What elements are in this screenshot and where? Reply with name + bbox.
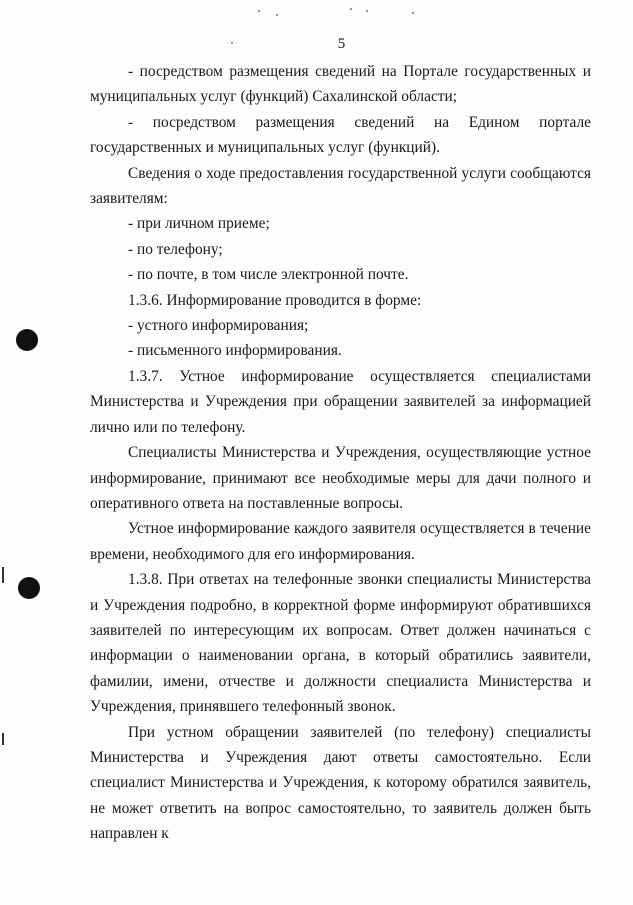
paragraph: 1.3.8. При ответах на телефонные звонки специалисты Министерства и Учреждения подробно, в корректной форме информируют обратившихся заявителей по интересующим их вопросам. Ответ должен начинаться с информации о наименовании органа, в который обратились заявители, фамилии, имени, отчестве и должности специалиста Министерства и Учреждения, принявшего телефонный звонок. bbox=[90, 571, 591, 716]
paragraph: - при личном приеме; bbox=[128, 215, 270, 233]
paragraph: 1.3.7. Устное информирование осуществляется специалистами Министерства и Учреждения при обращении заявителей за информацией лично или по телефону. bbox=[90, 367, 591, 436]
paragraph: Специалисты Министерства и Учреждения, осуществляющие устное информирование, принимают все необходимые меры для дачи полного и оперативного ответа на поставленные вопросы. bbox=[90, 444, 591, 512]
document-body bbox=[90, 59, 591, 847]
paragraph: 1.3.6. Информирование проводится в форме: bbox=[128, 291, 422, 309]
paragraph: Сведения о ходе предоставления государственной услуги сообщаются заявителям: bbox=[90, 164, 591, 208]
binder-hole-top bbox=[16, 329, 38, 351]
scan-edge-mark bbox=[2, 567, 4, 583]
paragraph: - по телефону; bbox=[128, 240, 223, 258]
paragraph: При устном обращении заявителей (по телефону) специалисты Министерства и Учреждения дают ответы самостоятельно. Если специалист Министерства и Учреждения, к которому обратился заявитель, не может ответить на вопрос самостоятельно, то заявитель должен быть направлен к bbox=[90, 723, 591, 843]
scan-speck bbox=[258, 10, 260, 12]
binder-hole-bottom bbox=[18, 577, 40, 599]
scan-speck bbox=[366, 10, 368, 12]
paragraph: - посредством размещения сведений на Портале государственных и муниципальных услуг (функций) Сахалинской области; bbox=[90, 63, 591, 106]
paragraph: - устного информирования; bbox=[128, 317, 309, 335]
page-number: 5 bbox=[337, 36, 346, 52]
paragraph: - по почте, в том числе электронной почте. bbox=[128, 266, 409, 284]
paragraph: - письменного информирования. bbox=[128, 342, 342, 360]
paragraph: Устное информирование каждого заявителя осуществляется в течение времени, необходимого для его информирования. bbox=[90, 520, 591, 563]
scan-edge-mark bbox=[2, 733, 4, 745]
scan-speck bbox=[276, 14, 278, 16]
scan-speck bbox=[412, 12, 414, 14]
paragraph: - посредством размещения сведений на Едином портале государственных и муниципальных услуг (функций). bbox=[90, 113, 591, 157]
scan-speck bbox=[350, 8, 352, 10]
